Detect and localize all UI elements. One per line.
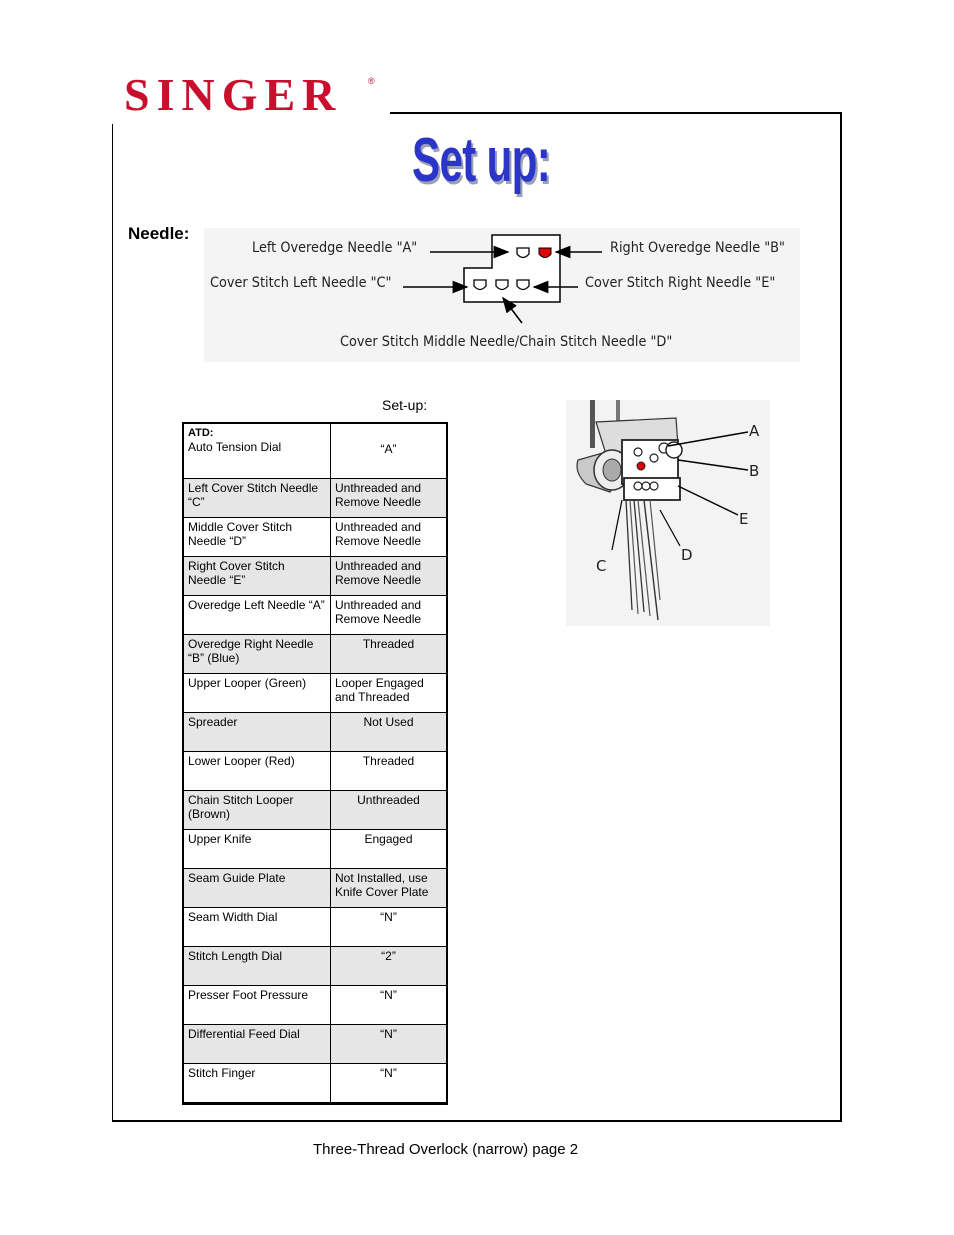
page-title: Set up: [412,126,551,195]
setting-cell [183,908,331,947]
setting-label: Upper Looper (Green) [188,676,307,690]
setting-cell [183,518,331,557]
setting-label: Presser Foot Pressure [188,988,309,1002]
setting-label: Chain Stitch Looper (Brown) [188,793,294,821]
label-cover-stitch-left-needle: Cover Stitch Left Needle "C" [210,275,392,291]
table-row [183,1025,447,1064]
setting-cell [183,947,331,986]
setting-value: Looper Engaged and Threaded [331,674,448,713]
setting-cell [183,557,331,596]
setup-table-caption: Set-up: [382,397,428,413]
label-left-overedge-needle: Left Overedge Needle "A" [252,240,418,256]
setting-value: Unthreaded and Remove Needle [331,596,448,635]
setting-cell [183,1064,331,1104]
setting-label: Spreader [188,715,238,729]
table-row [183,947,447,986]
needle-d-icon [496,280,508,290]
setting-cell [183,830,331,869]
singer-logo: SINGER [124,69,343,120]
setting-value: “N” [331,986,448,1025]
photo-label-e: E [739,510,749,528]
setting-cell [183,869,331,908]
setting-cell [183,1025,331,1064]
table-row [183,869,447,908]
setting-cell [183,986,331,1025]
photo-label-a: A [749,422,760,440]
table-row [183,479,447,518]
frame-right-border [840,112,842,1122]
setting-label: Seam Guide Plate [188,871,286,885]
header-rule [390,112,842,114]
setting-label: Lower Looper (Red) [188,754,295,768]
needle-c-icon [474,280,486,290]
needle-b-icon [539,248,551,258]
setting-cell [183,479,331,518]
setting-label: Stitch Finger [188,1066,256,1080]
setting-label: Auto Tension Dial [188,440,282,454]
setting-value: Unthreaded and Remove Needle [331,518,448,557]
needle-a-icon [517,248,529,258]
setting-cell [183,752,331,791]
setting-abbreviation: ATD: [188,427,214,439]
frame-left-border [112,124,113,1122]
setting-label: Overedge Left Needle “A” [188,598,325,612]
table-row [183,986,447,1025]
table-row [183,518,447,557]
setting-value: Unthreaded and Remove Needle [331,557,448,596]
setup-table [182,422,448,1105]
setting-cell [183,674,331,713]
page-footer: Three-Thread Overlock (narrow) page 2 [313,1141,579,1158]
needle-diagram [204,228,800,362]
table-row [183,791,447,830]
setting-label: Seam Width Dial [188,910,278,924]
setting-value: Unthreaded and Remove Needle [331,479,448,518]
setting-cell [183,713,331,752]
setting-label: Middle Cover Stitch Needle “D” [188,520,293,548]
table-row [183,635,447,674]
setting-label: Overedge Right Needle “B” (Blue) [188,637,314,665]
setting-label: Left Cover Stitch Needle “C” [188,481,319,509]
table-row [183,713,447,752]
setting-value: “N” [331,1025,448,1064]
setting-value: Threaded [331,635,448,674]
needle-plate-outline [464,235,560,302]
setting-value: Threaded [331,752,448,791]
setting-cell [183,423,331,479]
table-row [183,830,447,869]
setting-value: Not Installed, use Knife Cover Plate [331,869,448,908]
table-row [183,1064,447,1104]
registered-mark: ® [368,76,375,86]
setting-value: “2” [331,947,448,986]
table-row [183,752,447,791]
table-row [183,674,447,713]
setting-cell [183,791,331,830]
photo-label-d: D [681,546,693,564]
setting-value: “A” [331,423,448,479]
label-right-overedge-needle: Right Overedge Needle "B" [610,240,785,256]
frame-bottom-border [112,1120,842,1122]
setting-value: Engaged [331,830,448,869]
setting-cell [183,596,331,635]
setting-label: Right Cover Stitch Needle “E” [188,559,285,587]
setting-cell [183,635,331,674]
setting-label: Differential Feed Dial [188,1027,300,1041]
setting-value: Not Used [331,713,448,752]
setting-value: “N” [331,1064,448,1104]
setting-value: “N” [331,908,448,947]
label-cover-stitch-middle-needle: Cover Stitch Middle Needle/Chain Stitch Needle "D" [340,334,673,350]
table-row [183,908,447,947]
setting-label: Stitch Length Dial [188,949,283,963]
photo-label-b: B [749,462,760,480]
needle-heading: Needle: [128,224,190,243]
needle-e-icon [517,280,529,290]
setting-value: Unthreaded [331,791,448,830]
machine-needle-photo [566,400,770,626]
photo-label-c: C [596,557,607,575]
table-row [183,423,447,479]
setting-label: Upper Knife [188,832,252,846]
table-row [183,596,447,635]
table-row [183,557,447,596]
label-cover-stitch-right-needle: Cover Stitch Right Needle "E" [585,275,776,291]
